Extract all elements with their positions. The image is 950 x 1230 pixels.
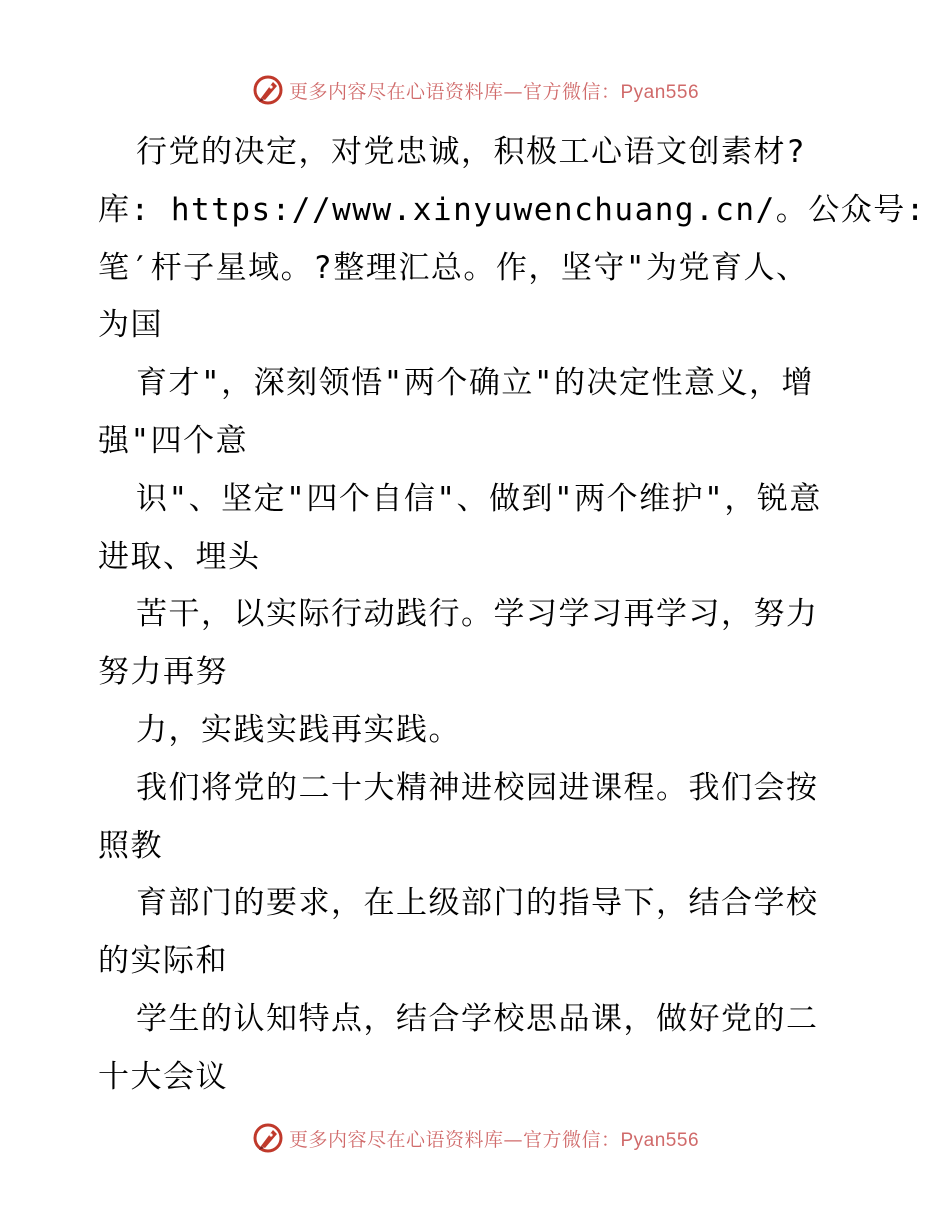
body-line: 学生的认知特点，结合学校思品课，做好党的二 [136,1000,819,1037]
body-line: 育部门的要求，在上级部门的指导下，结合学校 [136,885,819,922]
body-line: 十大会议 [98,1058,228,1095]
footer-banner [0,1118,950,1158]
body-line: 我们将党的二十大精神进校园进课程。我们会按 [136,769,819,806]
body-line: 育才"，深刻领悟"两个确立"的决定性意义，增 [136,365,814,402]
body-line: 努力再努 [98,654,228,691]
body-line: 进取、埋头 [98,538,261,575]
body-line: 的实际和 [98,943,228,980]
header-promo-text: 更多内容尽在心语资料库—官方微信：Pyan556 [288,80,700,103]
body-line: 行党的决定，对党忠诚，积极工心语文创素材? [136,134,807,170]
header-banner [0,70,950,110]
body-line: 强"四个意 [98,422,249,459]
header-banner-content [251,73,699,107]
footer-banner-content [251,1121,699,1155]
footer-promo-text: 更多内容尽在心语资料库—官方微信：Pyan556 [288,1128,700,1151]
body-line: 力，实践实践再实践。 [136,711,461,748]
body-line: 苦干，以实际行动践行。学习学习再学习，努力 [136,596,819,633]
body-line: 为国 [98,307,163,344]
header-wechat-id: Pyan556 [620,81,700,103]
body-line: 识"、坚定"四个自信"、做到"两个维护"，锐意 [136,480,822,517]
pen-nib-logo-icon [251,73,285,107]
pen-nib-logo-icon [251,1121,285,1155]
document-body [98,124,926,1107]
body-line: 笔′杆子星域。?整理汇总。作，坚守"为党育人、 [98,249,809,286]
footer-wechat-id: Pyan556 [620,1129,700,1151]
body-line: 照教 [98,827,163,864]
body-line: 库: https://www.xinyuwenchuang.cn/。公众号: [98,191,926,228]
